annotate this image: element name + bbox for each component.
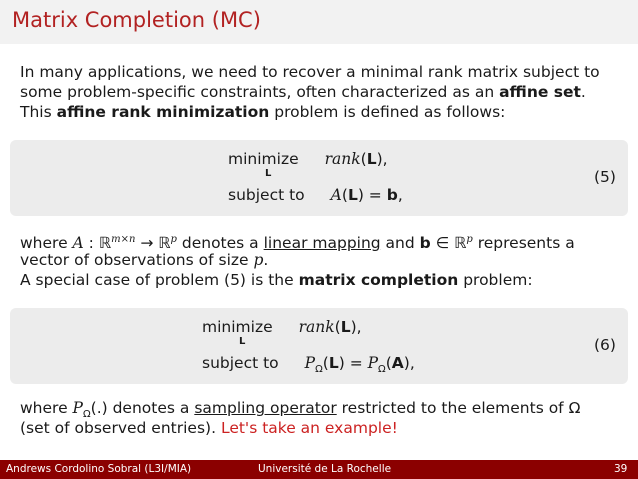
- equation-5-block: [10, 140, 628, 216]
- eq6-minimize-row: minimize rank(L),: [202, 318, 362, 336]
- intro-line-3: This affine rank minimization problem is defined as follows:: [20, 103, 506, 121]
- term-affine-rank-minimization: affine rank minimization: [56, 103, 270, 121]
- footer-page-number: 39: [614, 463, 628, 475]
- eq5-number: (5): [594, 168, 616, 186]
- mid-line-1: where A : ℝ$^{m\times n}$ → ℝ$^p$ denotes a linear mapping and b ∈ ℝ$^p$ represents a: [20, 234, 575, 253]
- term-affine-set: affine set: [499, 83, 581, 101]
- mid-line-2: vector of observations of size p.: [20, 251, 269, 269]
- term-linear-mapping: linear mapping: [263, 234, 381, 253]
- footer-institution: Université de La Rochelle: [258, 463, 392, 475]
- outro-paragraph: [20, 398, 620, 438]
- eq6-constraint-row: subject to $P_\Omega(L) = P_\Omega(A)$,: [202, 354, 415, 376]
- outro-line-1: where $P_\Omega(.)$ denotes a sampling operator restricted to the elements of Ω: [20, 399, 581, 421]
- eq5-minimize-variable: L: [265, 168, 272, 179]
- intro-line-2: some problem-specific constraints, often characterized as an affine set.: [20, 83, 586, 101]
- footer-bar: [0, 460, 638, 479]
- slide-title: Matrix Completion (MC): [12, 8, 261, 32]
- middle-paragraph: [20, 230, 620, 290]
- term-sampling-operator: sampling operator: [194, 399, 337, 417]
- footer-author: Andrews Cordolino Sobral (L3I/MIA): [6, 463, 192, 475]
- intro-paragraph: [20, 62, 620, 122]
- eq5-minimize-row: minimize rank(L),: [228, 150, 388, 168]
- term-matrix-completion: matrix completion: [298, 271, 459, 289]
- intro-line-1: In many applications, we need to recover a minimal rank matrix subject to: [20, 63, 600, 81]
- example-link[interactable]: Let's take an example!: [220, 419, 398, 437]
- eq5-constraint-row: subject to A(L) = b,: [228, 186, 403, 204]
- equation-6-block: [10, 308, 628, 384]
- eq6-minimize-variable: L: [239, 336, 246, 347]
- eq6-number: (6): [594, 336, 616, 354]
- outro-line-2: (set of observed entries). Let's take an example!: [20, 419, 398, 437]
- mid-line-3: A special case of problem (5) is the matrix completion problem:: [20, 271, 533, 289]
